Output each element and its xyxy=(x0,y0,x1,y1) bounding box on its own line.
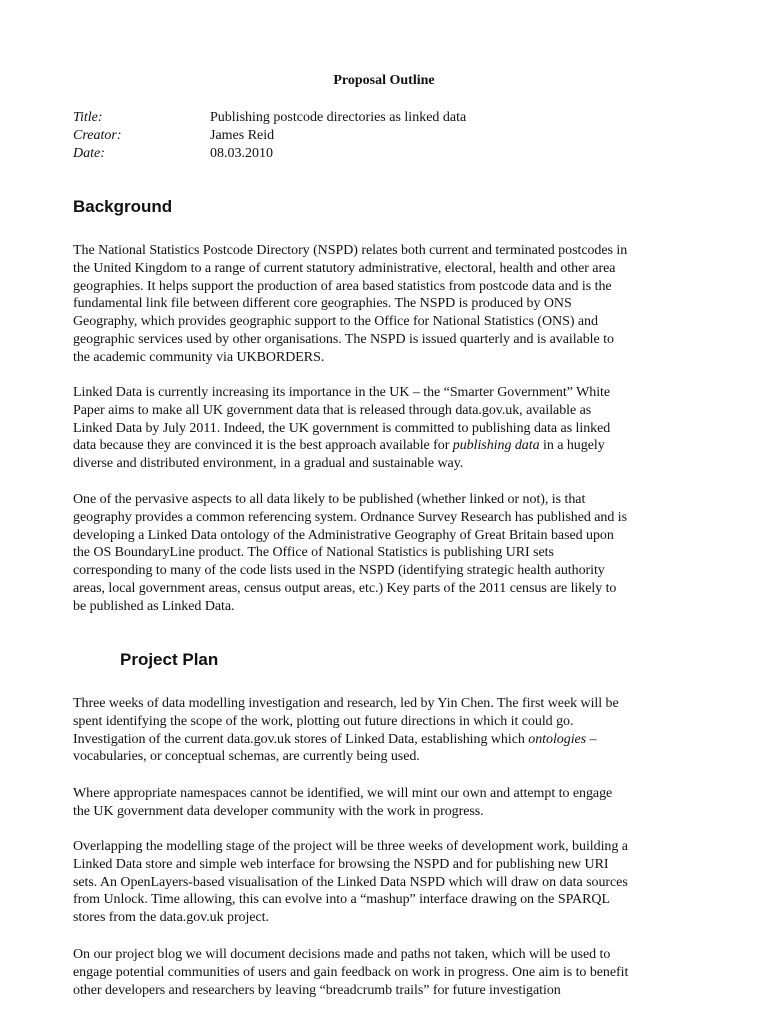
meta-label: Title: xyxy=(73,110,103,125)
section-heading-background: Background xyxy=(73,197,173,216)
emphasis-text: publishing data xyxy=(452,438,540,454)
text-line: spent identifying the scope of the work, plotting out future directions in which it could go. xyxy=(73,713,574,729)
background-paragraph-1 xyxy=(73,242,703,367)
text-line: the UK government data developer community with the work in progress. xyxy=(73,803,484,819)
meta-row-creator xyxy=(73,127,466,145)
text-line: One of the pervasive aspects to all data likely to be published (whether linked or not), is that xyxy=(73,492,586,507)
text-line: diverse and distributed environment, in a gradual and sustainable way. xyxy=(73,456,464,472)
text-line: Linked Data is currently increasing its importance in the UK – the “Smarter Government” White xyxy=(73,385,611,400)
text-line: the United Kingdom to a range of current statutory administrative, electoral, health and other area xyxy=(73,260,616,276)
meta-row-title xyxy=(73,109,466,127)
text-line: stores from the data.gov.uk project. xyxy=(73,910,269,926)
text-line: the academic community via UKBORDERS. xyxy=(73,349,325,365)
text-line: corresponding to many of the code lists used in the NSPD (identifying strategic health authority xyxy=(73,563,605,579)
text-line: sets. An OpenLayers-based visualisation of the Linked Data NSPD which will draw on data sources xyxy=(73,874,628,890)
meta-label: Date: xyxy=(73,146,105,161)
text-line xyxy=(73,437,703,455)
plan-paragraph-1 xyxy=(73,695,703,766)
text-line: The National Statistics Postcode Directory (NSPD) relates both current and terminated postcodes in xyxy=(73,243,628,258)
meta-value: James Reid xyxy=(210,128,275,143)
text-line: fundamental link file between different core geographies. The NSPD is produced by ONS xyxy=(73,296,572,312)
meta-value: Publishing postcode directories as linked data xyxy=(210,110,467,125)
plan-paragraph-4 xyxy=(73,946,703,999)
plan-paragraph-2 xyxy=(73,785,703,821)
text-line: Linked Data store and simple web interface for browsing the NSPD and for publishing new URI xyxy=(73,856,609,872)
text-line: Three weeks of data modelling investigation and research, led by Yin Chen. The first week will be xyxy=(73,696,619,711)
text-line: Paper aims to make all UK government data that is released through data.gov.uk, available as xyxy=(73,402,592,418)
text-line: Geography, which provides geographic support to the Office for National Statistics (ONS) and xyxy=(73,314,598,330)
text-line: engage potential communities of users and gain feedback on work in progress. One aim is to benefit xyxy=(73,964,629,980)
text-run: Investigation of the current data.gov.uk stores of Linked Data, establishing which xyxy=(73,731,529,747)
text-run: in a hugely xyxy=(539,438,605,454)
text-line xyxy=(73,731,703,749)
text-line: geography provides a common referencing system. Ordnance Survey Research has published and is xyxy=(73,509,628,525)
text-line: geographies. It helps support the production of area based statistics from postcode data and is the xyxy=(73,278,612,294)
text-line: Overlapping the modelling stage of the project will be three weeks of development work, building a xyxy=(73,839,628,854)
metadata-block xyxy=(73,109,466,163)
text-line: Linked Data by July 2011. Indeed, the UK government is committed to publishing data as linked xyxy=(73,420,611,436)
section-heading-project-plan: Project Plan xyxy=(120,650,219,669)
text-run: – xyxy=(586,731,597,747)
text-line: Where appropriate namespaces cannot be identified, we will mint our own and attempt to engage xyxy=(73,786,613,801)
background-paragraph-3 xyxy=(73,491,703,616)
text-run: data because they are convinced it is the best approach available for xyxy=(73,438,453,454)
text-line: from Unlock. Time allowing, this can evolve into a “mashup” interface drawing on the SPARQL xyxy=(73,892,610,908)
plan-paragraph-3 xyxy=(73,838,703,927)
text-line: developing a Linked Data ontology of the Administrative Geography of Great Britain based upon xyxy=(73,527,614,543)
text-line: other developers and researchers by leaving “breadcrumb trails” for future investigation xyxy=(73,982,561,998)
meta-row-date xyxy=(73,145,466,163)
meta-value: 08.03.2010 xyxy=(210,146,273,161)
background-paragraph-2 xyxy=(73,384,703,473)
meta-label: Creator: xyxy=(73,128,122,143)
emphasis-text: ontologies xyxy=(528,731,587,747)
text-line: geographic services used by other organisations. The NSPD is issued quarterly and is available to xyxy=(73,331,614,347)
text-line: areas, local government areas, census output areas, etc.) Key parts of the 2011 census are likely to xyxy=(73,580,617,596)
document-title: Proposal Outline xyxy=(333,73,435,88)
text-line: On our project blog we will document decisions made and paths not taken, which will be used to xyxy=(73,947,611,962)
text-line: vocabularies, or conceptual schemas, are currently being used. xyxy=(73,749,420,765)
text-line: the OS BoundaryLine product. The Office of National Statistics is publishing URI sets xyxy=(73,545,554,561)
text-line: be published as Linked Data. xyxy=(73,598,235,614)
